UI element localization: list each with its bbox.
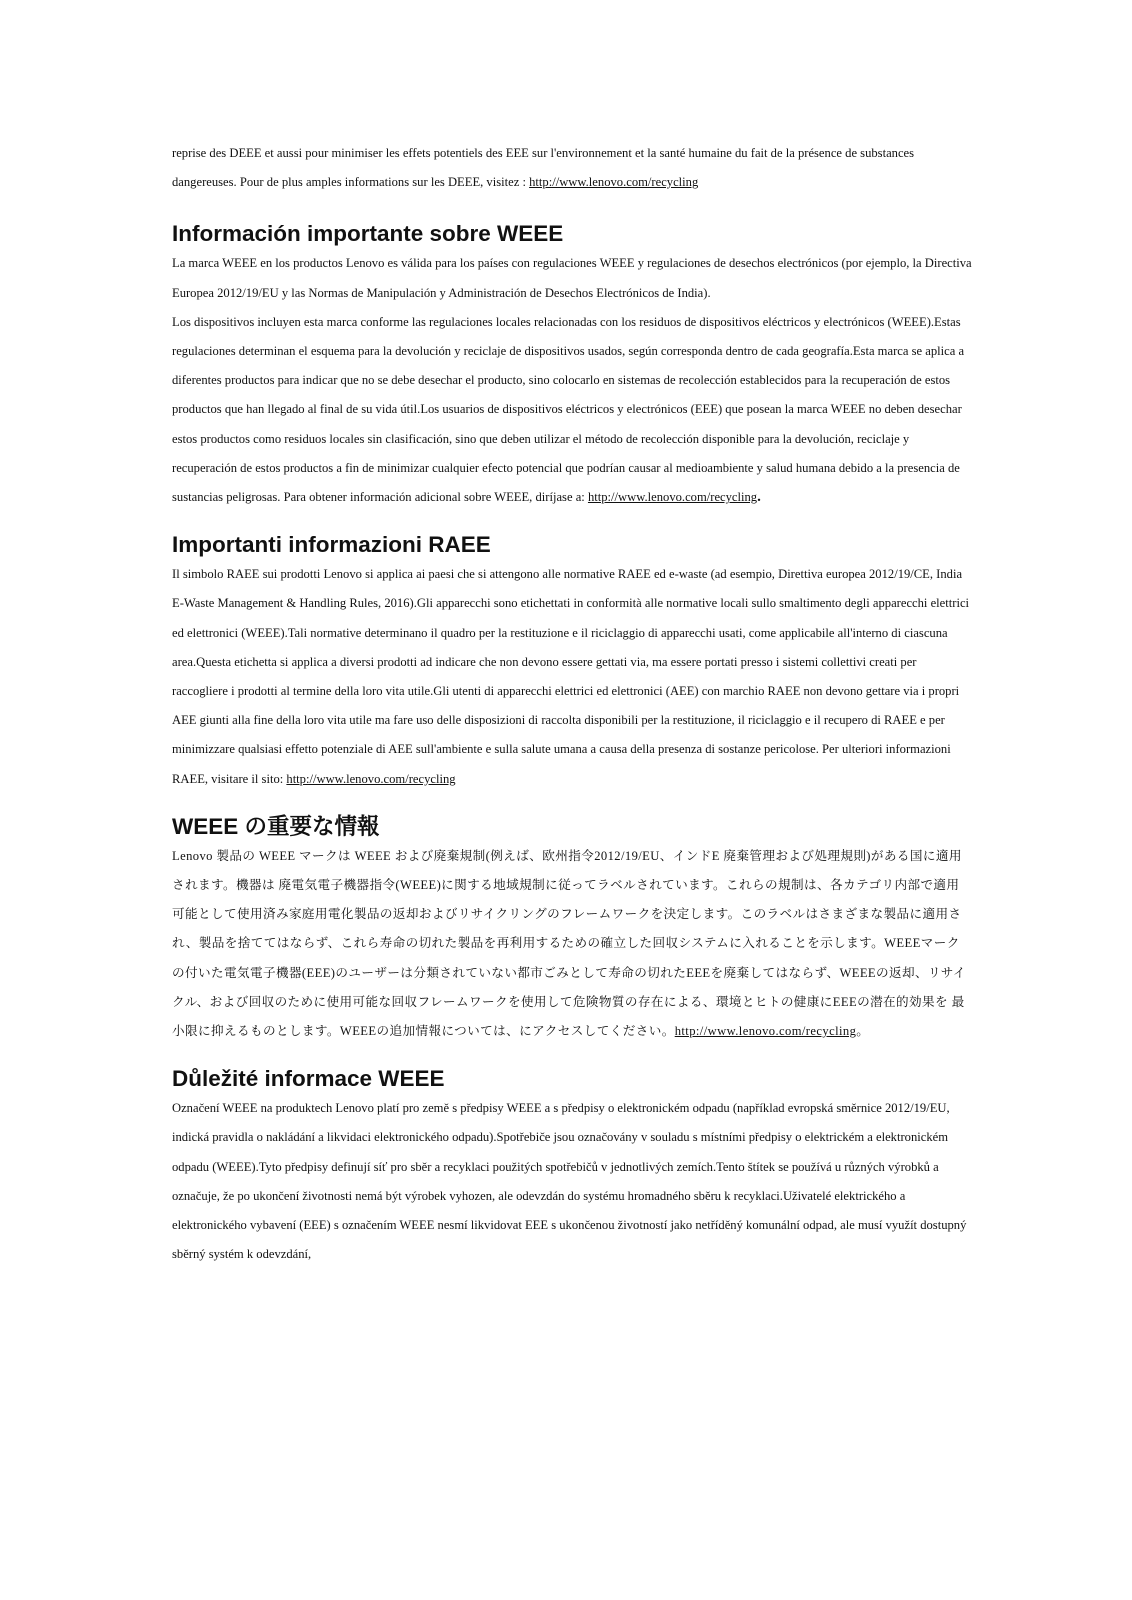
paragraph-cs: Označení WEEE na produktech Lenovo platí pro země s předpisy WEEE a s předpisy o elektronickém odpadu (například evropská směrnice 2012/19/EU, indická pravidla o nakládání a likvidaci elektronického odpadu).Spotřebiče jsou označovány v souladu s místními předpisy o elektrickém a elektronickém odpadu (WEEE).Tyto předpisy definují síť pro sběr a recyklaci použitých spotřebičů v jednotlivých zemích.Tento štítek se používá u různých výrobků a označuje, že po ukončení životnosti nemá být výrobek vyhozen, ale odevzdán do systému hromadného sběru k recyklaci.Uživatelé elektrického a elektronického vybavení (EEE) s označením WEEE nesmí likvidovat EEE s ukončenou životností jako netříděný komunální odpad, ale musí využít dostupný sběrný systém k odevzdání, [172, 1101, 967, 1262]
paragraph-ja-text: Lenovo 製品の WEEE マークは WEEE および廃棄規制(例えば、欧州指令2012/19/EU、インドE 廃棄管理および処理規則)がある国に適用されます。機器は 廃電気電子機器指令(WEEE)に関する地域規制に従ってラベルされています。これらの規制は、各カテゴリ内部で適用可能として使用済み家庭用電化製品の返却およびリサイクリングのフレームワークを決定します。このラベルはさまざまな製品に適用され、製品を捨ててはならず、これら寿命の切れた製品を再利用するための確立した回収システムに入れることを示します。WEEEマークの付いた電気電子機器(EEE)のユーザーは分類されていない都市ごみとして寿命の切れたEEEを廃棄してはならず、WEEEの返却、リサイクル、および回収のために使用可能な回収フレームワークを使用して危険物質の存在による、環境とヒトの健康にEEEの潜在的効果を 最小限に抑えるものとします。WEEEの追加情報については、にアクセスしてください。 [172, 848, 966, 1039]
paragraph-ja [172, 842, 972, 1046]
paragraph-es-suffix: . [757, 489, 761, 506]
recycling-link-ja[interactable]: http://www.lenovo.com/recycling [674, 1024, 857, 1039]
paragraph-ja-suffix: 。 [856, 1024, 870, 1039]
spacer [172, 1046, 972, 1064]
heading-es: Información importante sobre WEEE [172, 221, 564, 247]
spacer [172, 794, 972, 812]
section-fr-continuation [172, 139, 972, 197]
recycling-link-it[interactable]: http://www.lenovo.com/recycling [286, 771, 456, 786]
spacer [172, 197, 972, 219]
document-body [172, 139, 972, 1270]
section-cs [172, 1064, 972, 1269]
paragraph-fr-text: reprise des DEEE et aussi pour minimiser les effets potentiels des EEE sur l'environnement et la santé humaine du fait de la présence de substances dangereuses. Pour de plus amples informations sur les DEEE, visitez : [172, 146, 915, 190]
paragraph-es-2-text: Los dispositivos incluyen esta marca conforme las regulaciones locales relacionadas con los residuos de dispositivos eléctricos y electrónicos (WEEE).Estas regulaciones determinan el esquema para la devolución y reciclaje de dispositivos usados, según corresponda dentro de cada geografía.Esta marca se aplica a diferentes productos para indicar que no se debe desechar el producto, sino colocarlo en sistemas de recolección establecidos para la recuperación de estos productos que han llegado al final de su vida útil.Los usuarios de dispositivos eléctricos y electrónicos (EEE) que posean la marca WEEE no deben desechar estos productos como residuos locales sin clasificación, sino que deben utilizar el método de recolección disponible para la devolución, reciclaje y recuperación de estos productos a fin de minimizar cualquier efecto potencial que podrían causar al medioambiente y salud humana debido a la presencia de sustancias peligrosas. Para obtener información adicional sobre WEEE, diríjase a: [172, 314, 965, 505]
section-it [172, 530, 972, 794]
paragraph-it [172, 560, 972, 794]
recycling-link-fr[interactable]: http://www.lenovo.com/recycling [529, 175, 699, 190]
paragraph-es-1: La marca WEEE en los productos Lenovo es válida para los países con regulaciones WEEE y regulaciones de desechos electrónicos (por ejemplo, la Directiva Europea 2012/19/EU y las Normas de Manipulación y Administración de Desechos Electrónicos de India). [172, 256, 972, 300]
paragraph-es-2 [172, 308, 972, 512]
heading-cs: Důležité informace WEEE [172, 1066, 445, 1092]
recycling-link-es[interactable]: http://www.lenovo.com/recycling [587, 490, 758, 505]
heading-it: Importanti informazioni RAEE [172, 532, 491, 558]
paragraph-it-text: Il simbolo RAEE sui prodotti Lenovo si applica ai paesi che si attengono alle normative RAEE ed e-waste (ad esempio, Direttiva europea 2012/19/CE, India E-Waste Management & Handling Rules, 2016).Gli apparecchi sono etichettati in conformità alle normative locali sullo smaltimento degli apparecchi elettrici ed elettronici (WEEE).Tali normative determinano il quadro per la restituzione e il riciclaggio di apparecchi usati, come applicabile all'interno di ciascuna area.Questa etichetta si applica a diversi prodotti ad indicare che non devono essere gettati via, ma essere portati presso i sistemi collettivi creati per raccogliere i prodotti al termine della loro vita utile.Gli utenti di apparecchi elettrici ed elettronici (AEE) con marchio RAEE non devono gettare via i propri AEE giunti alla fine della loro vita utile ma fare uso delle disposizioni di raccolta disponibili per la restituzione, il riciclaggio e il recupero di RAEE e per minimizzare qualsiasi effetto potenziale di AEE sull'ambiente e sulla salute umana a causa della presenza di sostanze pericolose. Per ulteriori informazioni RAEE, visitare il sito: [172, 567, 970, 786]
section-es [172, 219, 972, 512]
spacer [172, 512, 972, 530]
heading-ja: WEEE の重要な情報 [172, 813, 380, 839]
section-ja [172, 812, 972, 1046]
paragraph-fr [172, 139, 972, 197]
